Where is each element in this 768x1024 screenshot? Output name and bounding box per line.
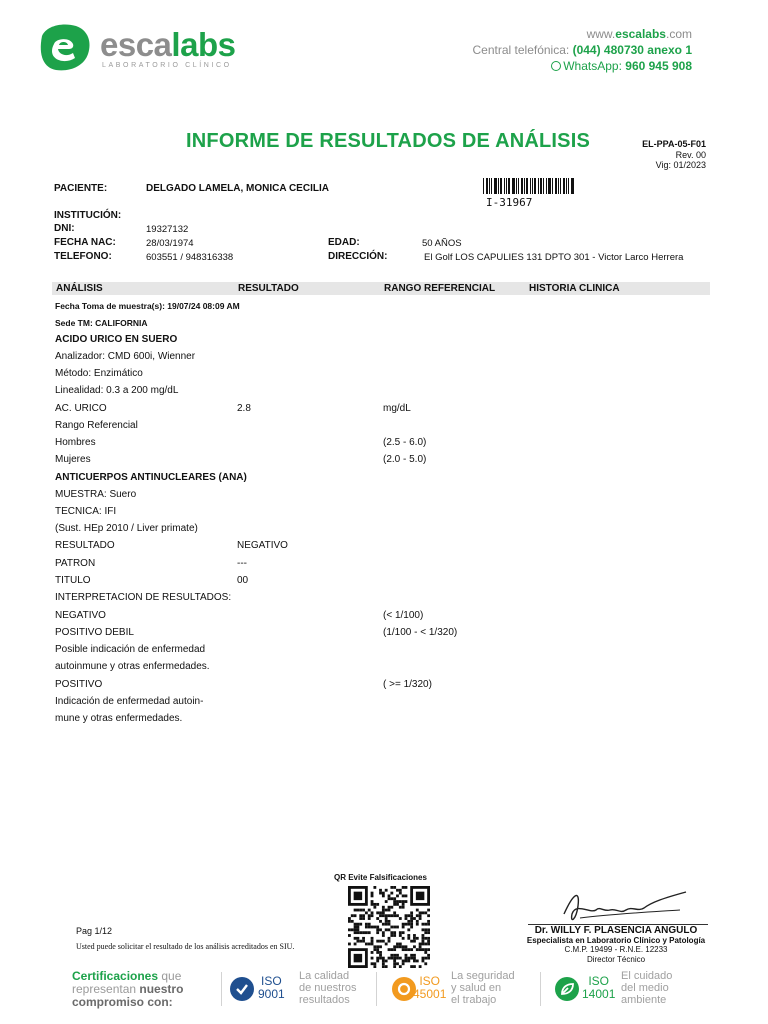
row-analysis: NEGATIVO: [55, 610, 106, 621]
column-header-historia: HISTORIA CLINICA: [529, 283, 620, 294]
signer-block: Dr. WILLY F. PLASENCIA ANGULO Especialista en Laboratorio Clínico y Patología C.M.P. 19499 - R.N.E. 12233 Director Técnico: [526, 925, 706, 964]
row-result: ---: [237, 558, 247, 569]
row-result: 00: [237, 575, 249, 586]
row-analysis: TECNICA: IFI: [55, 506, 117, 517]
report-title: INFORME DE RESULTADOS DE ANÁLISIS: [186, 130, 591, 152]
direccion-value: El Golf LOS CAPULIES 131 DPTO 301 - Victor Larco Herrera: [424, 252, 684, 263]
column-header-analisis: ANÁLISIS: [56, 283, 103, 294]
page-number: Pag 1/12: [76, 926, 113, 936]
direccion-label: DIRECCIÓN:: [328, 251, 388, 262]
qr-code[interactable]: [348, 886, 430, 968]
row-result: NEGATIVO: [237, 540, 288, 551]
row-analysis: Mujeres: [55, 454, 91, 465]
column-header-rango: RANGO REFERENCIAL: [384, 283, 496, 294]
dni-value: 19327132: [146, 224, 189, 235]
edad-value: 50 AÑOS: [422, 238, 462, 249]
whatsapp: WhatsApp: 960 945 908: [473, 58, 693, 74]
paciente-value: DELGADO LAMELA, MONICA CECILIA: [146, 183, 329, 194]
divider: [540, 972, 541, 1006]
whatsapp-icon: [551, 61, 561, 71]
dni-label: DNI:: [54, 223, 75, 234]
row-range: ( >= 1/320): [383, 679, 432, 690]
edad-label: EDAD:: [328, 237, 360, 248]
row-analysis: Indicación de enfermedad autoin-: [55, 696, 204, 707]
row-analysis: TITULO: [55, 575, 91, 586]
row-analysis: AC. URICO: [55, 403, 107, 414]
brand-subtitle: LABORATORIO CLÍNICO: [102, 62, 232, 69]
row-analysis: mune y otras enfermedades.: [55, 713, 183, 724]
telefono-label: TELEFONO:: [54, 251, 112, 262]
column-header-resultado: RESULTADO: [238, 283, 299, 294]
row-analysis: Posible indicación de enfermedad: [55, 644, 206, 655]
phone: Central telefónica: (044) 480730 anexo 1: [472, 43, 692, 57]
row-analysis: ACIDO URICO EN SUERO: [55, 334, 178, 345]
paciente-label: PACIENTE:: [54, 183, 108, 194]
row-analysis: POSITIVO: [55, 679, 103, 690]
contact-info: [473, 26, 693, 74]
row-analysis: ANTICUERPOS ANTINUCLEARES (ANA): [55, 472, 247, 483]
iso-9001-label: ISO 9001: [258, 974, 285, 1001]
row-analysis: Fecha Toma de muestra(s): 19/07/24 08:09 AM: [55, 301, 240, 311]
iso-9001-check-icon: [230, 977, 254, 1001]
certifications-text: Certificaciones que representan nuestro compromiso con:: [72, 969, 184, 1009]
iso-9001-description: La calidad de nuestros resultados: [299, 970, 357, 1006]
document-code: EL-PPA-05-F01 Rev. 00 Vig: 01/2023: [642, 139, 706, 170]
divider: [221, 972, 222, 1006]
qr-title: QR Evite Falsificaciones: [334, 873, 427, 882]
brand-logo: [36, 22, 236, 74]
brand-name: escalabs: [100, 26, 236, 63]
row-analysis: Método: Enzimático: [55, 368, 143, 379]
iso-45001-description: La seguridad y salud en el trabajo: [451, 970, 515, 1006]
row-analysis: INTERPRETACION DE RESULTADOS:: [55, 592, 232, 603]
row-analysis: PATRON: [55, 558, 96, 569]
row-range: mg/dL: [383, 403, 411, 414]
signature: [560, 884, 690, 928]
fecha-nac-value: 28/03/1974: [146, 238, 194, 249]
row-analysis: (Sust. HEp 2010 / Liver primate): [55, 523, 198, 534]
row-analysis: Sede TM: CALIFORNIA: [55, 318, 148, 328]
row-analysis: Rango Referencial: [55, 420, 138, 431]
telefono-value: 603551 / 948316338: [146, 252, 234, 263]
iso-14001-label: ISO 14001: [582, 974, 616, 1001]
divider: [376, 972, 377, 1006]
barcode-number: I-31967: [486, 196, 533, 209]
barcode: [483, 178, 575, 194]
row-range: (1/100 - < 1/320): [383, 627, 458, 638]
row-range: (2.5 - 6.0): [383, 437, 427, 448]
iso-14001-leaf-icon: [555, 977, 579, 1001]
row-range: (2.0 - 5.0): [383, 454, 427, 465]
iso-45001-label: ISO 45001: [413, 974, 447, 1001]
website[interactable]: www.escalabs.com: [586, 27, 692, 41]
row-analysis: Hombres: [55, 437, 96, 448]
row-result: 2.8: [237, 403, 251, 414]
row-range: (< 1/100): [383, 610, 424, 621]
row-analysis: POSITIVO DEBIL: [55, 627, 134, 638]
row-analysis: autoinmune y otras enfermedades.: [55, 661, 210, 672]
footer-note: Usted puede solicitar el resultado de los análisis acreditados en SIU.: [76, 942, 295, 951]
row-analysis: MUESTRA: Suero: [55, 489, 137, 500]
row-analysis: Analizador: CMD 600i, Wienner: [55, 351, 196, 362]
iso-14001-description: El cuidado del medio ambiente: [621, 970, 673, 1006]
fecha-nac-label: FECHA NAC:: [54, 237, 116, 248]
row-analysis: RESULTADO: [55, 540, 115, 551]
row-analysis: Linealidad: 0.3 a 200 mg/dL: [55, 385, 179, 396]
escalabs-logo-icon: [36, 22, 92, 72]
institucion-label: INSTITUCIÓN:: [54, 210, 122, 221]
